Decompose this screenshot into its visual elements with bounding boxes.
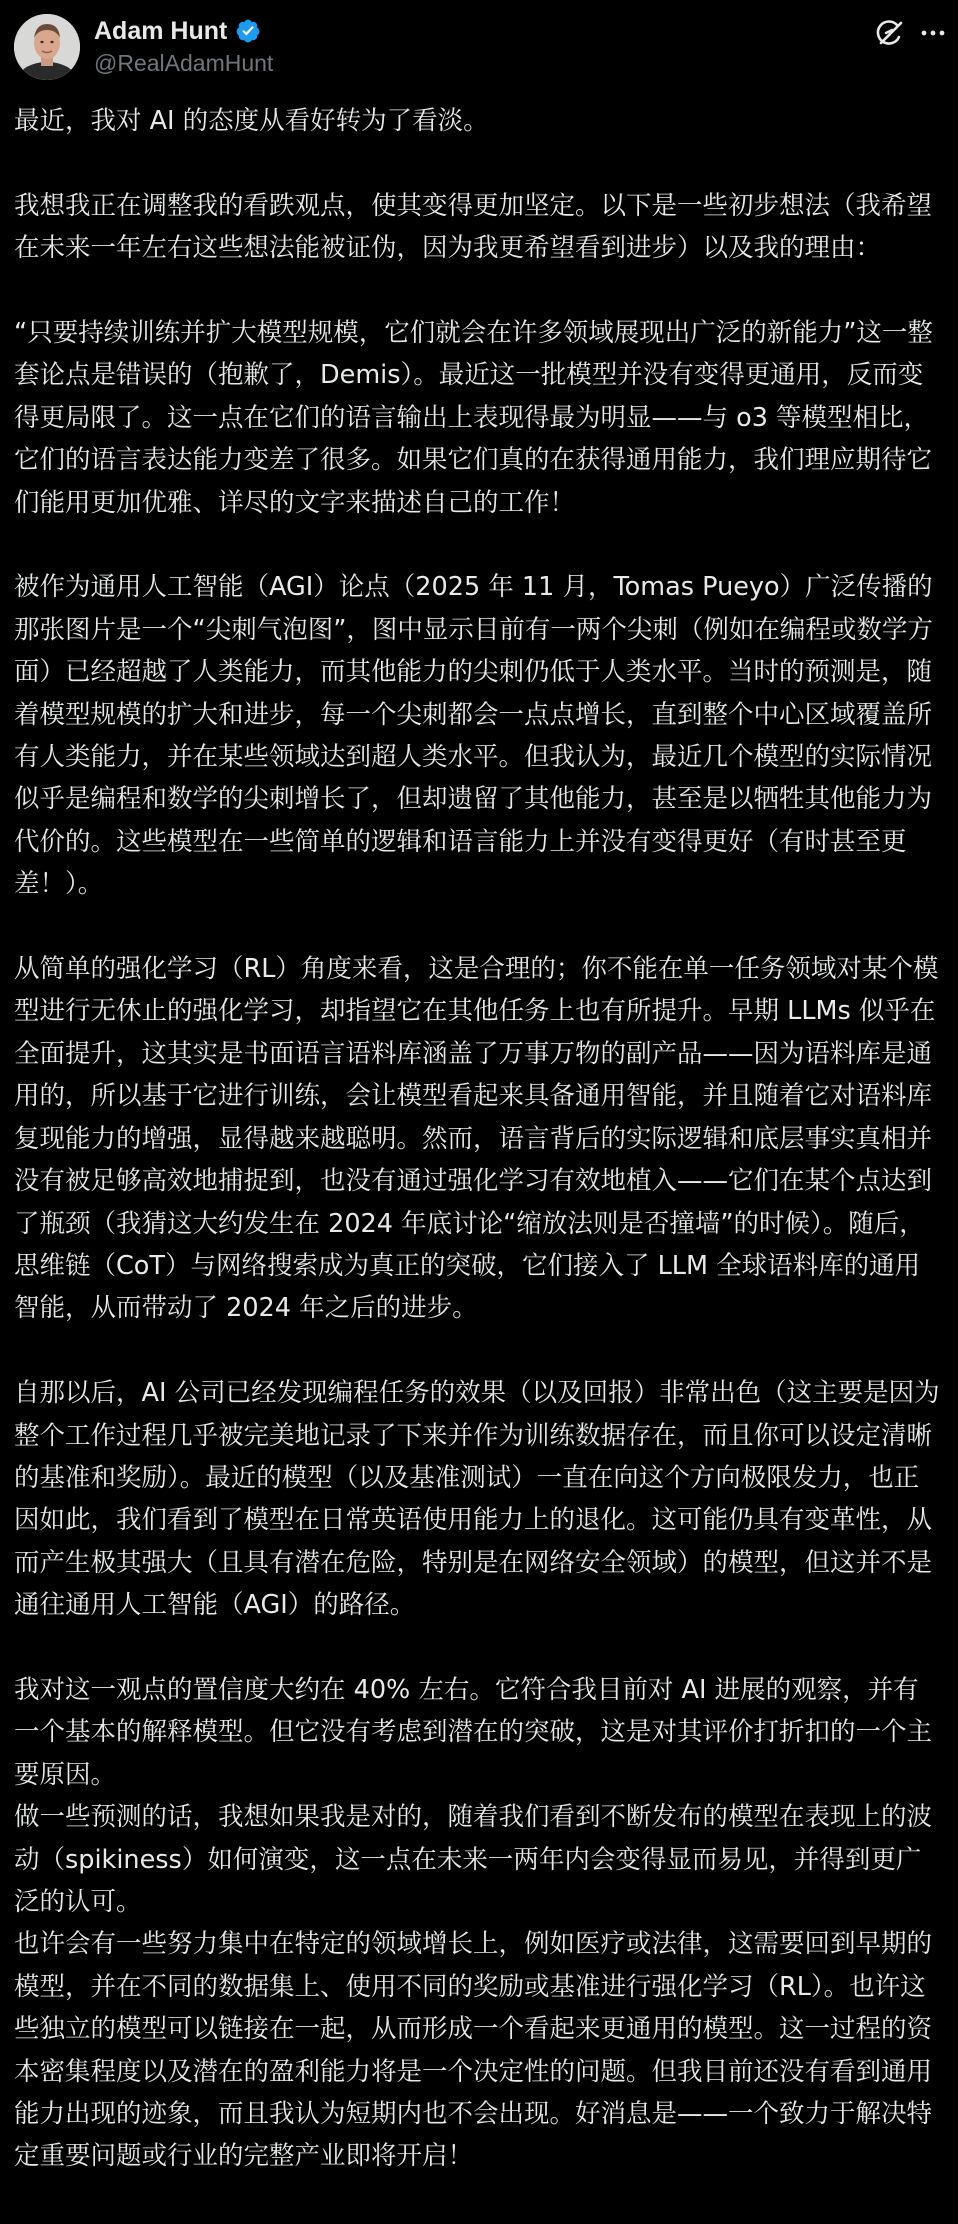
avatar-photo <box>14 14 80 80</box>
tweet-paragraph: 做一些预测的话，我想如果我是对的，随着我们看到不断发布的模型在表现上的波动（spikiness）如何演变，这一点在未来一两年内会变得显而易见，并得到更广泛的认可。 <box>14 1802 933 1917</box>
author-handle[interactable]: @RealAdamHunt <box>94 50 274 76</box>
tweet-paragraph: 我想我正在调整我的看跌观点，使其变得更加坚定。以下是一些初步想法（我希望在未来一年左右这些想法能被证伪，因为我更希望看到进步）以及我的理由： <box>14 190 933 264</box>
tweet-paragraph: 最近，我对 AI 的态度从看好转为了看淡。 <box>14 106 489 136</box>
tweet-paragraph: 我对这一观点的置信度大约在 40% 左右。它符合我目前对 AI 进展的观察，并有一个基本的解释模型。但它没有考虑到潜在的突破，这是对其评价打折扣的一个主要原因。 <box>14 1674 933 1790</box>
avatar[interactable] <box>14 14 80 80</box>
tweet-paragraph: 被作为通用人工智能（AGI）论点（2025 年 11 月，Tomas Pueyo）广泛传播的那张图片是一个“尖刺气泡图”，图中显示目前有一两个尖刺（例如在编程或数学方面）已经超越了人类能力，而其他能力的尖刺仍低于人类水平。当时的预测是，随着模型规模的扩大和进步，每一个尖刺都会一点点增长，直到整个中心区域覆盖所有人类能力，并在某些领域达到超人类水平。但我认为，最近几个模型的实际情况似乎是编程和数学的尖刺增长了，但却遗留了其他能力，甚至是以牺牲其他能力为代价的。这些模型在一些简单的逻辑和语言能力上并没有变得更好（有时甚至更差！）。 <box>14 572 933 900</box>
author-display-name[interactable]: Adam Hunt <box>94 16 228 45</box>
grok-icon[interactable] <box>872 16 906 50</box>
tweet-text <box>14 100 944 2178</box>
verified-badge-icon <box>235 18 261 44</box>
tweet-paragraph: 自那以后，AI 公司已经发现编程任务的效果（以及回报）非常出色（这主要是因为整个工作过程几乎被完美地记录了下来并作为训练数据存在，而且你可以设定清晰的基准和奖励）。最近的模型（以及基准测试）一直在向这个方向极限发力，也正因如此，我们看到了模型在日常英语使用能力上的退化。这可能仍具有变革性，从而产生极其强大（且具有潜在危险，特别是在网络安全领域）的模型，但这并不是通往通用人工智能（AGI）的路径。 <box>14 1378 940 1621</box>
author-name-row <box>94 14 261 48</box>
tweet-paragraph: “只要持续训练并扩大模型规模，它们就会在许多领域展现出广泛的新能力”这一整套论点是错误的（抱歉了，Demis）。最近这一批模型并没有变得更通用，反而变得更局限了。这一点在它们的语言输出上表现得最为明显——与 o3 等模型相比，它们的语言表达能力变差了很多。如果它们真的在获得通用能力，我们理应期待它们能用更加优雅、详尽的文字来描述自己的工作！ <box>14 318 933 518</box>
more-options-icon[interactable] <box>918 18 948 48</box>
tweet-paragraph: 也许会有一些努力集中在特定的领域增长上，例如医疗或法律，这需要回到早期的模型，并在不同的数据集上、使用不同的奖励或基准进行强化学习（RL）。也许这些独立的模型可以链接在一起，从而形成一个看起来更通用的模型。这一过程的资本密集程度以及潜在的盈利能力将是一个决定性的问题。但我目前还没有看到通用能力出现的迹象，而且我认为短期内也不会出现。好消息是——一个致力于解决特定重要问题或行业的完整产业即将开启！ <box>14 1929 933 2172</box>
tweet-paragraph: 从简单的强化学习（RL）角度来看，这是合理的；你不能在单一任务领域对某个模型进行无休止的强化学习，却指望它在其他任务上也有所提升。早期 LLMs 似乎在全面提升，这其实是书面语言语料库涵盖了万事万物的副产品——因为语料库是通用的，所以基于它进行训练，会让模型看起来具备通用智能，并且随着它对语料库复现能力的增强，显得越来越聪明。然而，语言背后的实际逻辑和底层事实真相并没有被足够高效地捕捉到，也没有通过强化学习有效地植入——它们在某个点达到了瓶颈（我猜这大约发生在 2024 年底讨论“缩放法则是否撞墙”的时候）。随后，思维链（CoT）与网络搜索成为真正的突破，它们接入了 LLM 全球语料库的通用智能，从而带动了 2024 年之后的进步。 <box>14 954 939 1324</box>
tweet-header <box>0 0 958 100</box>
